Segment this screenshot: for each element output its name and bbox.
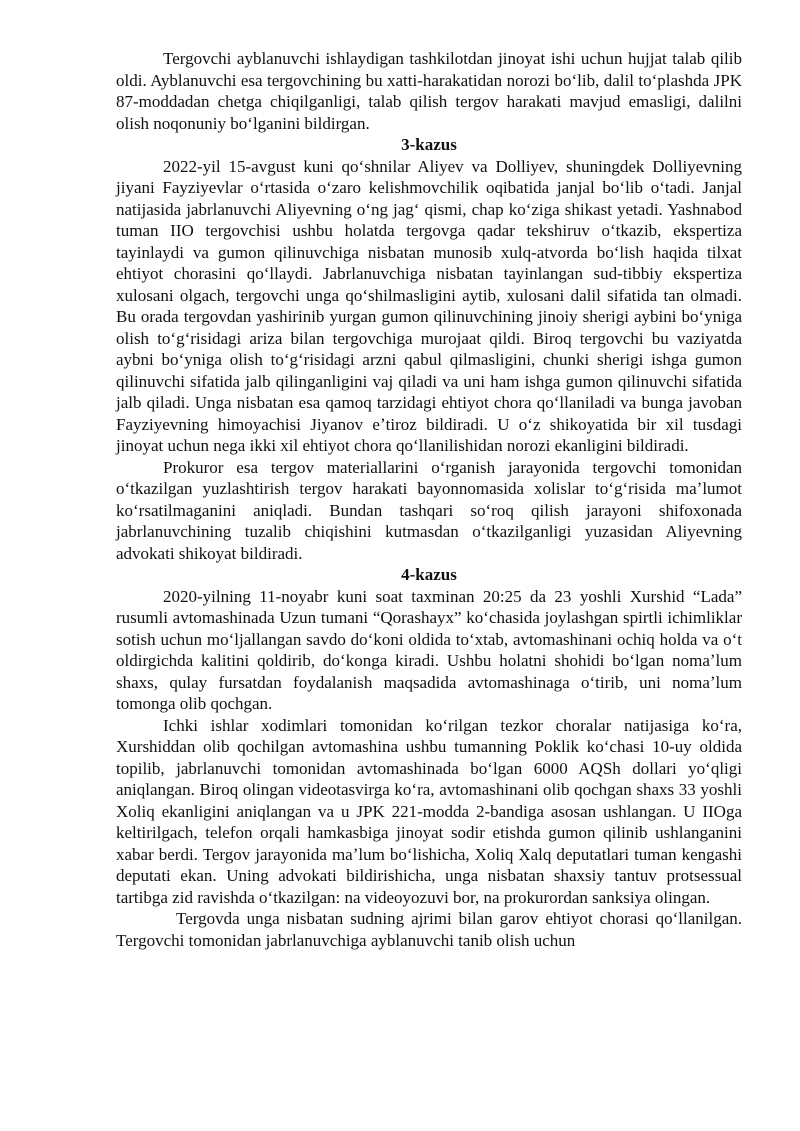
paragraph-intro: Tergovchi ayblanuvchi ishlaydigan tashkilotdan jinoyat ishi uchun hujjat talab qilib oldi. Ayblanuvchi esa tergovchining bu xatti-harakatidan norozi boʻlib, dalil toʻplashda JPK 87-moddadan chetga chiqilganligi, talab qilish tergov harakati mavjud emasligi, dalilni olish noqonuniy boʻlganini bildirgan.	[116, 49, 742, 133]
paragraph-case-3-prosecutor: Prokuror esa tergov materiallarini oʻrganish jarayonida tergovchi tomonidan oʻtkazilgan yuzlashtirish tergov harakati bayonnomasida xolislar toʻgʻrisida maʼlumot koʻrsatilmaganini aniqladi. Bundan tashqari soʻroq qilish jarayoni shifoxonada jabrlanuvchining tuzalib chiqishini kutmasdan oʻtkazilganligi yuzasidan Aliyevning advokati shikoyat bildiradi.	[116, 457, 742, 563]
paragraph-case-4-facts: 2020-yilning 11-noyabr kuni soat taxminan 20:25 da 23 yoshli Xurshid “Lada” rusumli avtomashinada Uzun tumani “Qorashayx” koʻchasida joylashgan spirtli ichimliklar sotish uchun moʻljallangan savdo doʻkoni oldida toʻxtab, avtomashinani ochiq holda va oʻt oldirgichda kalitini qoldirib, doʻkonga kiradi. Ushbu holatni shohidi boʻlgan nomaʼlum shaxs, qulay fursatdan foydalanish maqsadida avtomashinaga oʻtirib, uni nomaʼlum tomonga olib qochgan.	[116, 586, 742, 713]
paragraph-case-3-facts: 2022-yil 15-avgust kuni qoʻshnilar Aliyev va Dolliyev, shuningdek Dolliyevning jiyani Fayziyevlar oʻrtasida oʻzaro kelishmovchilik oqibatida janjal boʻlib oʻtadi. Janjal natijasida jabrlanuvchi Aliyevning oʻng jagʻ qismi, chap koʻziga shikast yetadi. Yashnabod tuman IIO tergovchisi ushbu holatda tergovga qadar tekshiruv oʻtkazib, ekspertiza tayinlaydi va gumon qilinuvchiga nisbatan munosib xulq-atvorda boʻlish haqida tilxat ehtiyot chorasini qoʻllaydi. Jabrlanuvchiga nisbatan tayinlangan sud-tibbiy ekspertiza xulosani olgach, tergovchi unga qoʻshilmasligini aytib, xulosani dalil sifatida tan olmadi. Bu orada tergovdan yashirinib yurgan gumon qilinuvchining jinoiy sherigi aybini boʻyniga olish toʻgʻrisidagi ariza bilan tergovchiga murojaat qildi. Biroq tergovchi bu vaziyatda aybni boʻyniga olish toʻgʻrisidagi arzni qabul qilmasligini, chunki sherigi ishga gumon qilinuvchi sifatida jalb qilinganligini vaj qiladi va uni ham ishga gumon qilinuvchi sifatida jalb qiladi. Unga nisbatan esa qamoq tarzidagi ehtiyot chora qoʻllaniladi va bunga javoban Fayziyevning himoyachisi Jiyanov eʼtiroz bildiradi. U oʻz shikoyatida bir xil tusdagi jinoyat uchun nega ikki xil ehtiyot chora qoʻllanilishidan norozi ekanligini bildiradi.	[116, 156, 742, 455]
heading-case-4: 4-kazus	[401, 565, 457, 584]
paragraph-case-4-measure: Tergovda unga nisbatan sudning ajrimi bilan garov ehtiyot chorasi qoʻllanilgan. Tergovchi tomonidan jabrlanuvchiga ayblanuvchi tanib olish uchun	[116, 909, 742, 950]
paragraph-case-4-investigation: Ichki ishlar xodimlari tomonidan koʻrilgan tezkor choralar natijasiga koʻra, Xurshiddan olib qochilgan avtomashina ushbu tumanning Poklik koʻchasi 10-uy oldida topilib, jabrlanuvchi tomonidan avtomashinada boʻlgan 6000 AQSh dollari yoʻqligi aniqlangan. Biroq olingan videotasvirga koʻra, avtomashinani olib qochgan shaxs 33 yoshli Xoliq ekanligini aniqlangan va u JPK 221-modda 2-bandiga asosan ushlangan. U IIOga keltirilgach, telefon orqali hamkasbiga jinoyat sodir etishda gumon qilinib ushlanganini xabar berdi. Tergov jarayonida maʼlum boʻlishicha, Xoliq Xalq deputatlari tuman kengashi deputati ekan. Uning advokati bildirishicha, unga nisbatan shaxsiy tantuv protsessual tartibga zid ravishda oʻtkazilgan: na videoyozuvi bor, na prokurordan sanksiya olingan.	[116, 715, 742, 907]
heading-case-3: 3-kazus	[401, 135, 457, 154]
document-page	[116, 48, 742, 951]
